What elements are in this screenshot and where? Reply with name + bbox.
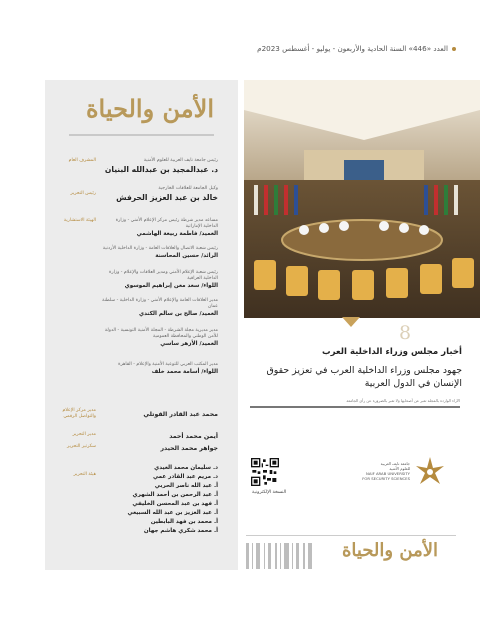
section-heading: أخبار مجلس وزراء الداخلية العرب	[321, 347, 462, 357]
board-member: أ. عبد الله ناصر الحربي	[154, 483, 218, 489]
logo-line: للعلوم الأمنية	[389, 466, 410, 471]
role-label: سكرتير التحرير	[67, 444, 96, 449]
person-name: جواهر محمد الحيدر	[160, 445, 218, 452]
gold-notch	[342, 317, 360, 327]
page-number: 8	[399, 322, 412, 344]
university-logo-text	[340, 461, 410, 481]
role-sub: وكيل الجامعة للعلاقات الخارجية	[158, 186, 218, 191]
issue-text: العدد «446» السنة الحادية والأربعون - يوليو - أغسطس 2023م	[257, 44, 448, 53]
person-name: العميد/ فاطمة ربيعة الهاشمي	[136, 231, 218, 237]
role-label: الهيئة الاستشارية	[63, 218, 96, 223]
board-member: د. مريم عبد القادر عمي	[152, 474, 218, 480]
bullet-icon	[452, 47, 456, 51]
role-sub: مدير العلاقات العامة والإعلام الأمني - وزارة الداخلية - سلطنة عمان	[102, 298, 218, 309]
role-label: هيئة التحرير	[73, 472, 96, 477]
logo-line: جامعة نايف العربية	[380, 461, 410, 466]
role-label: المشرف العام	[68, 158, 96, 163]
board-member: أ. محمد بن فهد البابطين	[150, 519, 218, 525]
person-name: خالد بن عبد العزيز الحرفش	[116, 193, 218, 202]
decorative-bars	[246, 543, 316, 569]
role-sub: مساعد مدير شرطة رئيس مركز الإعلام الأمني - وزارة الداخلية الإماراتية	[115, 218, 218, 229]
board-member: أ. فهد بن عبد المحسن الخليفي	[132, 501, 218, 507]
board-member: د. سليمان محمد العيدي	[154, 465, 218, 471]
university-logo-icon	[414, 456, 446, 488]
board-member: أ. عبد العزيز بن عبد الله السبيعي	[127, 510, 218, 516]
board-member: أ. عبد الرحمن بن أحمد الشهري	[132, 492, 218, 498]
person-name: اللواء/ سعد معن إبراهيم الموسوي	[124, 283, 218, 289]
person-name: د. عبدالمجيد بن عبدالله البنيان	[104, 165, 218, 174]
person-name: العميد/ الأزهر ساسي	[160, 341, 218, 347]
role-sub: مدير مديرية مجلة الشرطة - المجلة الأمنية التونسية - الدولة للأمن الوطني والمحافظة العمومية	[104, 328, 218, 339]
role-label: مدير التحرير	[72, 432, 96, 437]
disclaimer: الآراء الواردة بالمجلة تعبر عن أصحابها ولا تعبر بالضرورة عن رأي الجامعة	[250, 398, 460, 408]
role-sub: رئيس شعبة الاتصال والعلاقات العامة - وزارة الداخلية الأردنية	[102, 246, 218, 251]
brand-title: الأمن والحياة	[85, 94, 214, 123]
article-title: جهود مجلس وزراء الداخلية العرب في تعزيز حقوق الإنسان في الدول العربية	[266, 365, 462, 389]
person-name: الرائد/ حسين المحاسنة	[155, 253, 218, 259]
role-sub: رئيس جامعة نايف العربية للعلوم الأمنية	[143, 158, 218, 163]
role-label: رئيس التحرير	[70, 191, 96, 196]
role-label: مدير مركز الإعلام والتواصل الرقمي	[62, 408, 96, 419]
logo-line: FOR SECURITY SCIENCES	[362, 476, 410, 481]
qr-label: النسخة الإلكترونية	[252, 490, 287, 495]
footer-brand: الأمن والحياة	[341, 540, 438, 561]
role-sub: رئيس شعبة الإعلام الأمني ومدير العلاقات والإعلام - وزارة الداخلية العراقية	[108, 270, 218, 281]
qr-code-icon[interactable]	[251, 458, 279, 486]
divider	[246, 535, 456, 536]
logo-line: NAIF ARAB UNIVERSITY	[366, 471, 410, 476]
board-member: أ. محمد شكري هاشم جهان	[143, 528, 218, 534]
issue-line	[24, 44, 456, 53]
person-name: أيمن محمد أحمد	[169, 433, 218, 440]
divider	[69, 134, 214, 136]
conference-hall-image	[244, 80, 480, 318]
person-name: محمد عبد القادر القوتلي	[143, 411, 218, 418]
headline-block	[252, 346, 462, 390]
conference-photo	[244, 80, 480, 318]
role-sub: مدير المكتب العربي للتوعية الأمنية والإعلام - القاهرة	[118, 362, 218, 367]
person-name: اللواء/ أسامة محمد خلف	[151, 369, 218, 375]
masthead-sidebar	[45, 80, 238, 570]
person-name: العميد/ صالح بن سالم الكندي	[138, 311, 218, 317]
